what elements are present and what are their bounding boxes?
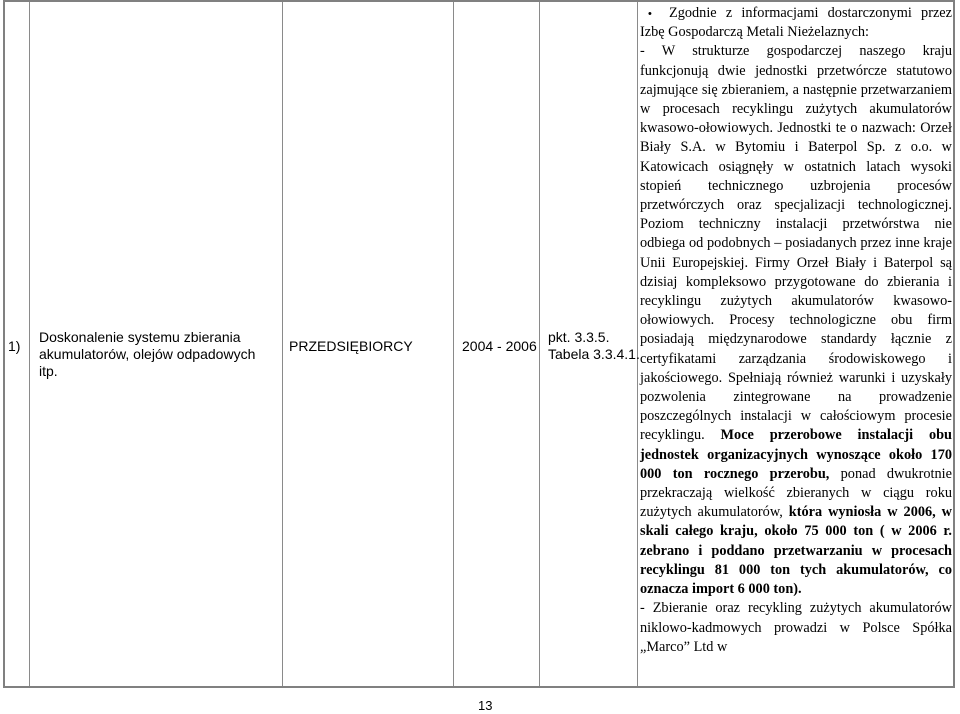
task-description: Doskonalenie systemu zbierania akumulatorów, olejów odpadowych itp. [39,329,256,379]
responsible-party: PRZEDSIĘBIORCY [289,338,413,354]
comparison-text: ponad dwukrotnie przekraczają wielkość zbieranych w ciągu roku zużytych akumulatorów, [640,465,952,521]
page-number: 13 [478,698,493,713]
bold-capacity-text: Moce przerobowe instalacji obu jednostek organizacyjnych wynoszące około 170 000 ton rocznego przerobu, [640,427,952,482]
column-divider [539,2,540,686]
bullet-icon: • [648,8,652,20]
column-divider [29,2,30,686]
reference [548,329,640,363]
time-period: 2004 - 2006 [462,338,537,354]
row-number: 1) [8,338,21,354]
nicd-paragraph: - Zbieranie oraz recykling zużytych akumulatorów niklowo-kadmowych prowadzi w Polsce Spółka „Marco” Ltd w [640,600,952,655]
column-divider [282,2,283,686]
column-divider [453,2,454,686]
bold-collection-text: która wyniosła w 2006, w skali całego kraju, około 75 000 ton ( w 2006 r. zebrano i poddano przetwarzaniu w procesach recyklingu 81 000 ton tych akumulatorów, co oznacza import 6 000 ton). [640,504,952,598]
main-paragraph-text: - W strukturze gospodarczej naszego kraju funkcjonują dwie jednostki przetwórcze statutowo zajmujące się zbieraniem, a następnie przetwarzaniem w procesach recyklingu zużytych akumulatorów kwasowo-ołowiowych. Jednostki te o nazwach: Orzeł Biały S.A. w Bytomiu i Baterpol Sp. z o.o. w Katowicach osiągnęły w ostatnich latach wysoki stopień technicznego uzbrojenia procesów przetwórczych oraz specjalizacji technologicznej. Poziom techniczny instalacji przetwórstwa nie odbiega od podobnych – posiadanych przez inne kraje Unii Europejskiej. Firmy Orzeł Biały i Baterpol są dzisiaj kompleksowo przygotowane do zbierania i recyklingu zużytych akumulatorów kwasowo-ołowiowych. Procesy technologiczne obu firm posiadają międzynarodowe standardy łącznie z certyfikatami zarządzania środowiskowego i jakościowego. Spełniają również warunki i uzyskały pozwolenia zintegrowane na prowadzenie poszczególnych instalacji w całościowym procesie recyklingu. [640,43,952,444]
description-content [640,4,952,657]
reference-line-2: Tabela 3.3.4.1. [548,346,640,362]
main-paragraph [640,42,952,599]
intro-paragraph: Zgodnie z informacjami dostarczonymi przez Izbę Gospodarczą Metali Nieżelaznych: [640,5,952,41]
reference-line-1: pkt. 3.3.5. [548,329,610,345]
